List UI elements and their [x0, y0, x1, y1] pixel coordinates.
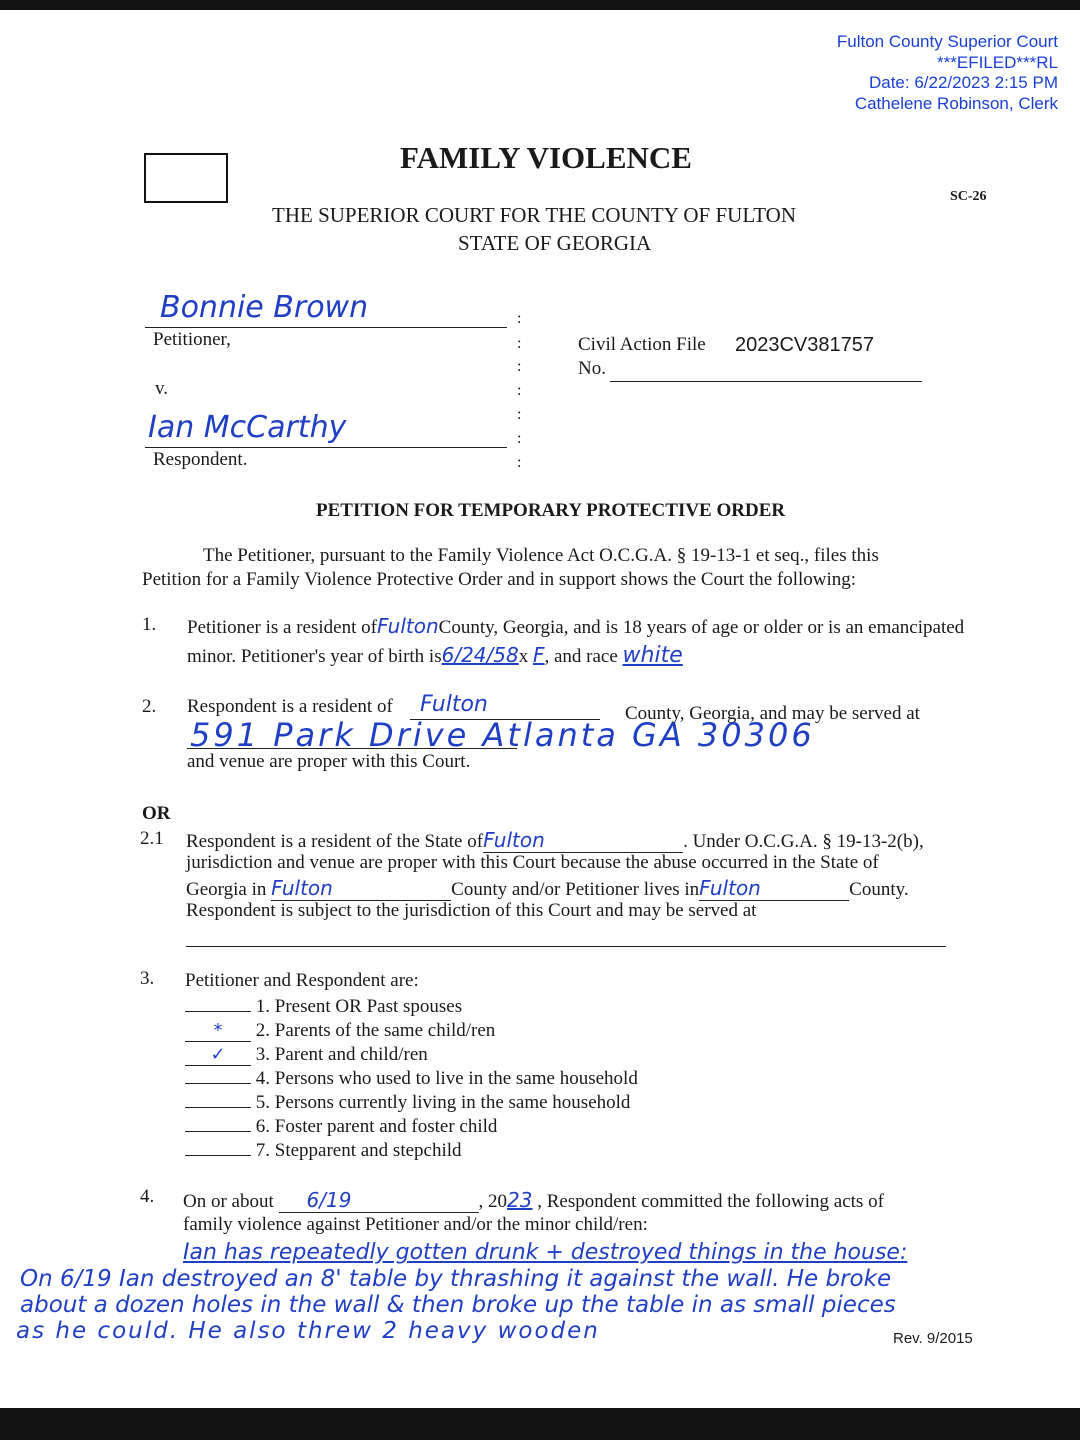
civil-action-label: Civil Action File: [578, 334, 706, 355]
relationship-mark: [185, 1131, 251, 1132]
petitioner-county: Fulton: [376, 614, 439, 638]
item21-line4: Respondent is subject to the jurisdiction of this Court and may be served at: [186, 900, 757, 921]
top-bar: [0, 0, 1080, 10]
relationship-label: 6. Foster parent and foster child: [255, 1116, 498, 1137]
bottom-bar: [0, 1408, 1080, 1440]
court-line: THE SUPERIOR COURT FOR THE COUNTY OF FULTON: [272, 203, 797, 227]
petitioner-label: Petitioner,: [153, 329, 231, 350]
relationship-option: [185, 1140, 462, 1162]
race: white: [622, 643, 683, 668]
item2-text-b: County, Georgia, and may be served at: [625, 703, 920, 724]
relationship-label: 2. Parents of the same child/ren: [255, 1020, 496, 1041]
intro-line-2: Petition for a Family Violence Protective Order and in support shows the Court the following:: [142, 569, 857, 590]
relationship-option: [185, 1044, 428, 1066]
respondent-address: 591 Park Drive Atlanta GA 30306: [190, 716, 815, 754]
relationship-mark: *: [185, 1020, 251, 1042]
petition-title: PETITION FOR TEMPORARY PROTECTIVE ORDER: [316, 500, 786, 521]
item3-text: Petitioner and Respondent are:: [185, 970, 419, 991]
petitioner-name: Bonnie Brown: [160, 290, 369, 325]
item2-text-c: and venue are proper with this Court.: [187, 751, 471, 772]
sex: F: [532, 643, 545, 667]
narrative-line-3: about a dozen holes in the wall & then broke up the table in as small pieces: [20, 1292, 896, 1318]
state-line: STATE OF GEORGIA: [458, 231, 652, 255]
no-label: No.: [578, 358, 606, 379]
narrative-line-2: On 6/19 Ian destroyed an 8' table by thrashing it against the wall. He broke: [20, 1266, 892, 1292]
respondent-state: Fulton: [483, 828, 683, 853]
incident-date: 6/19: [279, 1188, 479, 1213]
item1-line1: Petitioner is a resident ofFultonCounty, Georgia, and is 18 years of age or older or is an emancipated: [187, 614, 965, 638]
item1-line2: minor. Petitioner's year of birth is6/24/58x F, and race white: [187, 643, 683, 668]
relationship-option: [185, 1116, 497, 1138]
relationship-label: 3. Parent and child/ren: [255, 1044, 428, 1065]
relationship-option: [185, 1068, 638, 1090]
narrative-line-4: as he could. He also threw 2 heavy wooden: [16, 1318, 600, 1344]
case-number: 2023CV381757: [735, 334, 875, 356]
item21-line1: Respondent is a resident of the State ofFulton . Under O.C.G.A. § 19-13-2(b),: [186, 828, 924, 852]
or-label: OR: [142, 803, 171, 824]
relationship-mark: [185, 1107, 251, 1108]
stamp-court: Fulton County Superior Court: [836, 32, 1058, 51]
page-title: FAMILY VIOLENCE: [400, 140, 692, 175]
relationship-option: [185, 1092, 630, 1114]
revision: Rev. 9/2015: [893, 1330, 973, 1347]
relationship-mark: [185, 1011, 251, 1012]
checkbox-box: [144, 153, 228, 203]
relationship-option: [185, 996, 462, 1018]
efile-stamp: [837, 32, 1058, 114]
item-number: 3.: [140, 968, 155, 989]
relationship-label: 7. Stepparent and stepchild: [255, 1140, 462, 1161]
relationship-mark: [185, 1083, 251, 1084]
form-code: SC-26: [950, 189, 987, 204]
petitioner-lives-county: Fulton: [699, 876, 849, 901]
respondent-county: Fulton: [420, 692, 488, 717]
relationship-mark: ✓: [185, 1044, 251, 1066]
respondent-name: Ian McCarthy: [148, 410, 347, 445]
narrative-line-1: Ian has repeatedly gotten drunk + destroyed things in the house:: [183, 1240, 908, 1265]
stamp-efiled: ***EFILED***RL: [937, 52, 1058, 72]
item4-line2: family violence against Petitioner and/or the minor child/ren:: [183, 1214, 648, 1235]
item-number: 4.: [140, 1186, 155, 1207]
stamp-date: Date: 6/22/2023 2:15 PM: [868, 73, 1058, 92]
intro-line-1: The Petitioner, pursuant to the Family Violence Act O.C.G.A. § 19-13-1 et seq., files this: [203, 545, 879, 566]
abuse-county: Fulton: [271, 876, 451, 901]
item-number: 1.: [142, 614, 157, 635]
item-number: 2.: [142, 696, 157, 717]
versus: v.: [155, 378, 169, 399]
relationship-label: 5. Persons currently living in the same household: [255, 1092, 631, 1113]
respondent-label: Respondent.: [153, 449, 248, 470]
birth-date: 6/24/58: [441, 643, 519, 667]
relationship-option: [185, 1020, 495, 1042]
item21-line3: Georgia in Fulton County and/or Petitioner lives inFulton County.: [186, 876, 909, 900]
stamp-clerk: Cathelene Robinson, Clerk: [854, 93, 1058, 113]
item2-text: Respondent is a resident of: [187, 696, 393, 717]
item-number: 2.1: [140, 828, 164, 849]
incident-year: 23: [507, 1188, 533, 1212]
relationship-label: 1. Present OR Past spouses: [255, 996, 463, 1017]
relationship-mark: [185, 1155, 251, 1156]
item4-line1: On or about 6/19 , 2023 , Respondent committed the following acts of: [183, 1188, 884, 1212]
item21-line2: jurisdiction and venue are proper with this Court because the abuse occurred in the State of: [186, 852, 879, 873]
relationship-label: 4. Persons who used to live in the same household: [255, 1068, 638, 1089]
